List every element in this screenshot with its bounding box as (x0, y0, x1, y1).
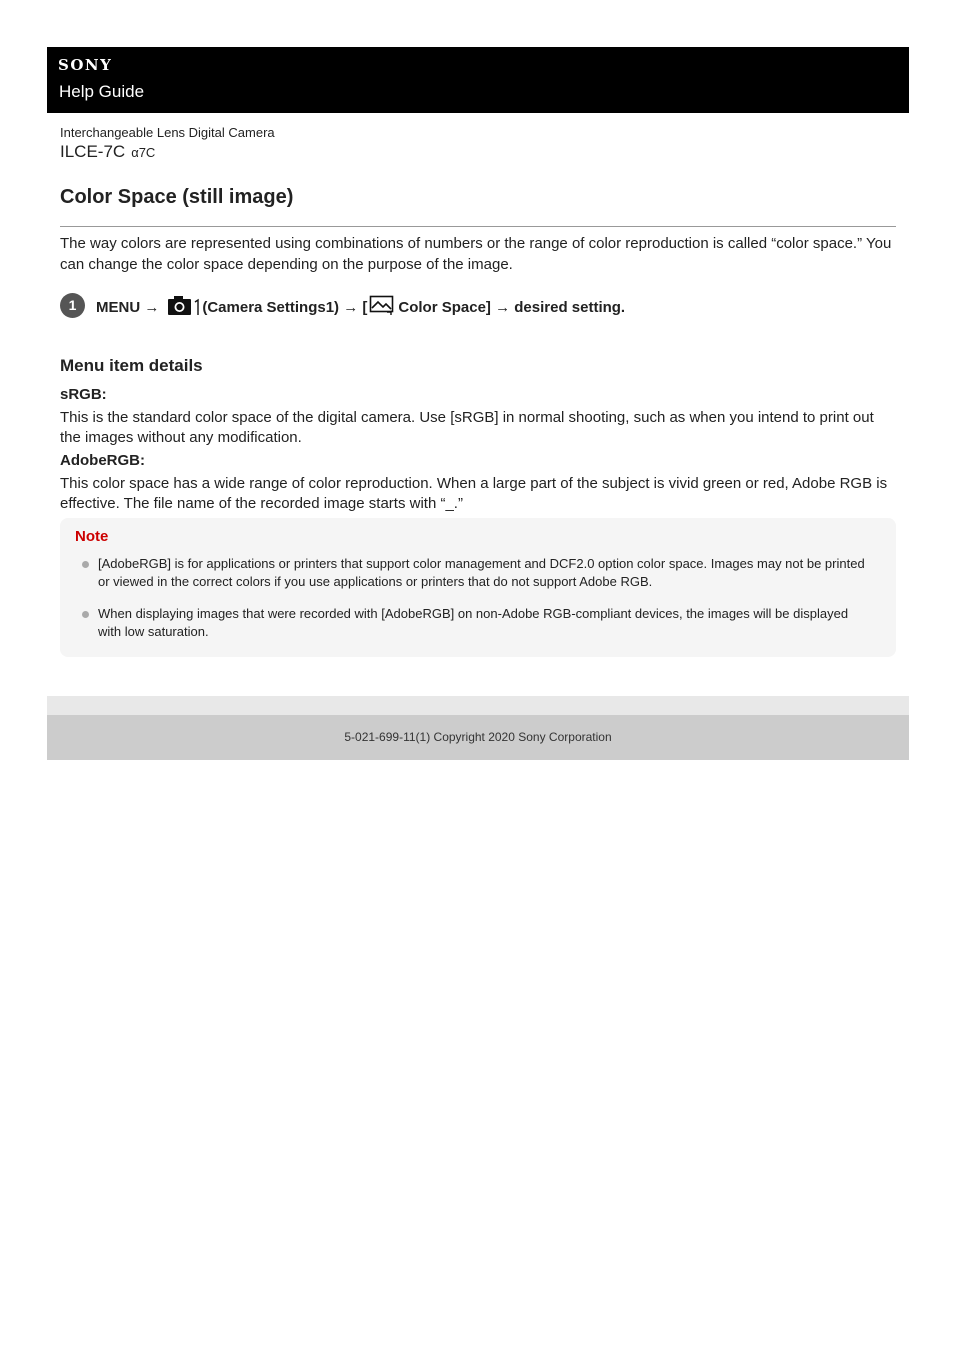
term-adobergb: AdobeRGB: (60, 452, 145, 469)
model-alias: α7C (131, 145, 156, 160)
description-srgb: This is the standard color space of the digital camera. Use [sRGB] in normal shooting, such as when you intend to print out the images without any modification. (60, 409, 874, 446)
note-text: When displaying images that were recorded with [AdobeRGB] on non-Adobe RGB-compliant devices, the images will be displayed with low saturation. (98, 606, 849, 639)
note-title: Note (75, 528, 109, 545)
step-instruction (96, 294, 625, 320)
step-number-badge: 1 (60, 293, 85, 318)
camera-settings-icon (167, 294, 201, 320)
product-line: Interchangeable Lens Digital Camera (60, 125, 275, 140)
still-image-icon (369, 294, 395, 320)
step-camera-settings-text: (Camera Settings1) → [ (202, 298, 368, 316)
menu-item-details-heading: Menu item details (60, 356, 203, 375)
bullet-icon (82, 611, 89, 618)
term-srgb: sRGB: (60, 386, 107, 403)
step-1 (60, 291, 896, 321)
note-box (60, 518, 896, 657)
model-name: ILCE-7C (60, 142, 126, 161)
step-menu-text: MENU → (96, 298, 160, 316)
bullet-icon (82, 561, 89, 568)
intro-paragraph: The way colors are represented using combinations of numbers or the range of color reproduction is called “color space.” You can change the color space depending on the purpose of the image. (60, 235, 892, 273)
footer (47, 715, 909, 760)
step-color-space-text: Color Space] → desired setting. (398, 298, 626, 316)
product-model (60, 142, 155, 162)
header-bar (47, 47, 909, 113)
description-adobergb: This color space has a wide range of color reproduction. When a large part of the subject is vivid green or red, Adobe RGB is effective. The file name of the recorded image starts with “_.” (60, 475, 888, 512)
copyright-text: 5-021-699-11(1) Copyright 2020 Sony Corporation (344, 730, 612, 744)
page-title: Color Space (still image) (60, 186, 294, 208)
sony-logo: SONY (58, 56, 113, 74)
note-text: [AdobeRGB] is for applications or printers that support color management and DCF2.0 option color space. Images may not be printed or viewed in the correct colors if you use applications or printers that do not support Adobe RGB. (98, 556, 865, 589)
help-guide-title: Help Guide (59, 82, 145, 101)
footer-spacer (47, 696, 909, 715)
title-divider (60, 226, 896, 227)
